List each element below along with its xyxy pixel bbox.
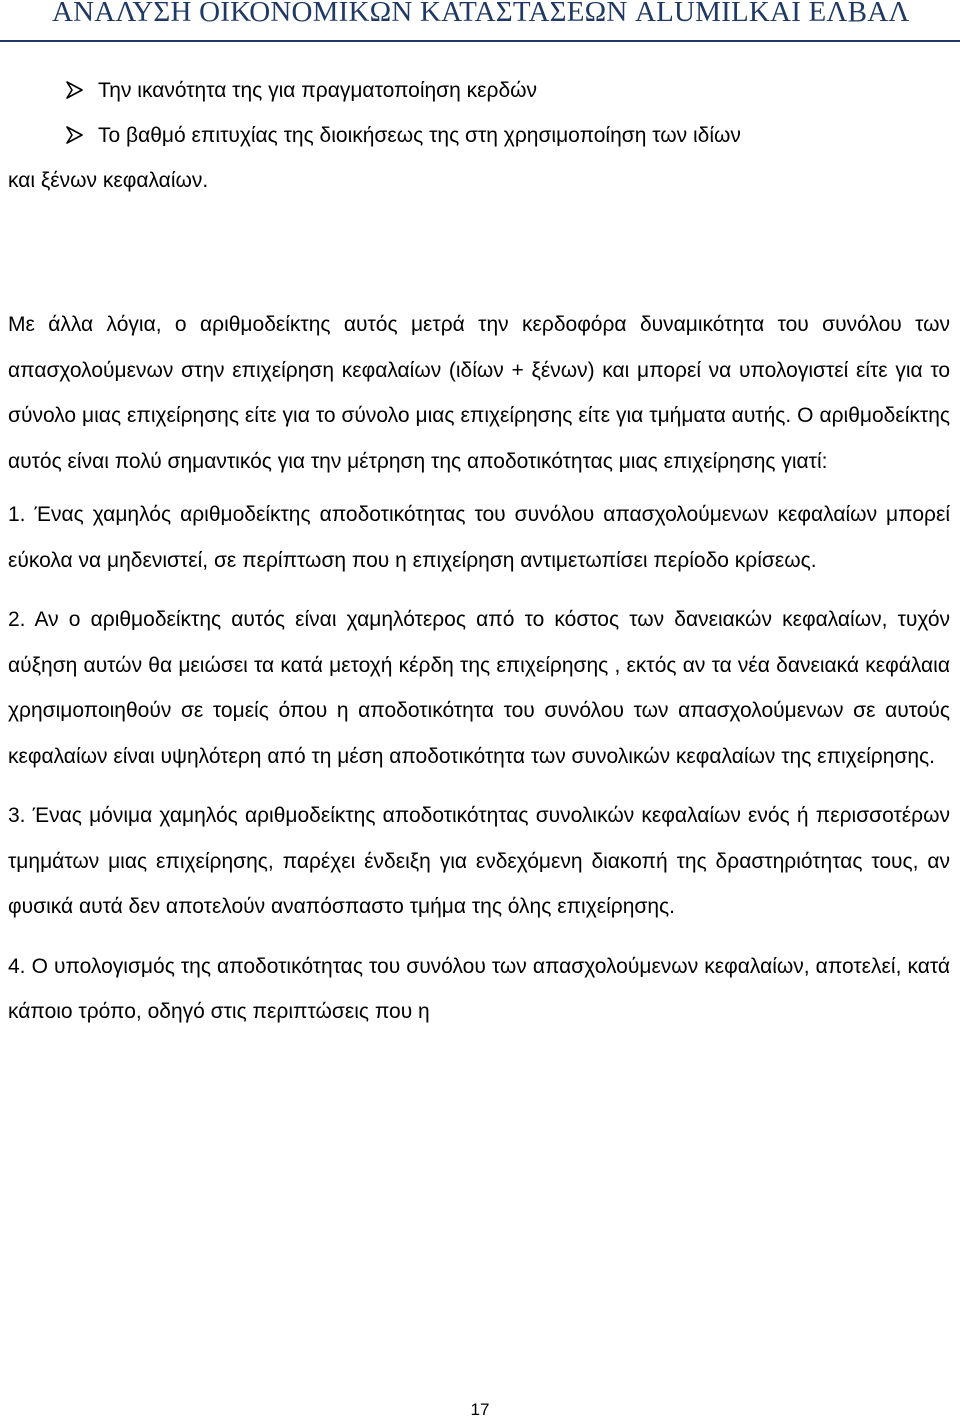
bullet-list: [8, 68, 950, 203]
header-title: ΑΝΑΛΥΣΗ ΟΙΚΟΝΟΜΙΚΩΝ ΚΑΤΑΣΤΑΣΕΩΝ ALUMILKAI ΕΛΒΑΛ: [52, 0, 910, 28]
bullet-text: Το βαθμό επιτυχίας της διοικήσεως της στη χρησιμοποίηση των ιδίων: [98, 124, 741, 147]
page-number: 17: [470, 1400, 490, 1419]
header-rule: [0, 40, 960, 42]
page-header: [0, 0, 960, 40]
bullet-text-continuation: και ξένων κεφαλαίων.: [8, 169, 209, 192]
bullet-text: Την ικανότητα της για πραγματοποίηση κερδών: [98, 79, 538, 102]
arrow-bullet-icon: [66, 81, 83, 99]
bullet-item: [60, 68, 950, 113]
numbered-paragraph-1: 1. Ένας χαμηλός αριθμοδείκτης αποδοτικότητας του συνόλου απασχολούμενων κεφαλαίων μπορεί εύκολα να μηδενιστεί, σε περίπτωση που η επιχείρηση αντιμετωπίσει περίοδο κρίσεως.: [8, 503, 950, 572]
numbered-paragraph-4: 4. Ο υπολογισμός της αποδοτικότητας του συνόλου των απασχολούμενων κεφαλαίων, αποτελεί, κατά κάποιο τρόπο, οδηγό στις περιπτώσεις που η: [8, 954, 950, 1023]
numbered-paragraph-3: 3. Ένας μόνιμα χαμηλός αριθμοδείκτης αποδοτικότητας συνολικών κεφαλαίων ενός ή περισσοτέρων τμημάτων μιας επιχείρησης, παρέχει ένδειξη για ενδεχόμενη διακοπή της δραστηριότητας τους, αν φυσικά αυτά δεν αποτελούν αναπόσπαστο τμήμα της όλης επιχείρησης.: [8, 804, 950, 918]
arrow-bullet-icon: [66, 126, 83, 144]
intro-paragraph: Με άλλα λόγια, ο αριθμοδείκτης αυτός μετρά την κερδοφόρα δυναμικότητα του συνόλου των απασχολούμενων στην επιχείρηση κεφαλαίων (ιδίων + ξένων) και μπορεί να υπολογιστεί είτε για το σύνολο μιας επιχείρησης είτε για το σύνολο μιας επιχείρησης είτε για τμήματα αυτής. Ο αριθμοδείκτης αυτός είναι πολύ σημαντικός για την μέτρηση της αποδοτικότητας μιας επιχείρησης γιατί:: [8, 313, 950, 473]
bullet-item: [8, 113, 950, 203]
numbered-paragraph-2: 2. Αν ο αριθμοδείκτης αυτός είναι χαμηλότερος από το κόστος των δανειακών κεφαλαίων, τυχόν αύξηση αυτών θα μειώσει τα κατά μετοχή κέρδη της επιχείρησης , εκτός αν τα νέα δανειακά κεφάλαια χρησιμοποιηθούν σε τομείς όπου η αποδοτικότητα του συνόλου των απασχολούμενων σε αυτούς κεφαλαίων είναι υψηλότερη από τη μέση αποδοτικότητα των συνολικών κεφαλαίων της επιχείρησης.: [8, 608, 950, 768]
body-text: [8, 302, 950, 1035]
